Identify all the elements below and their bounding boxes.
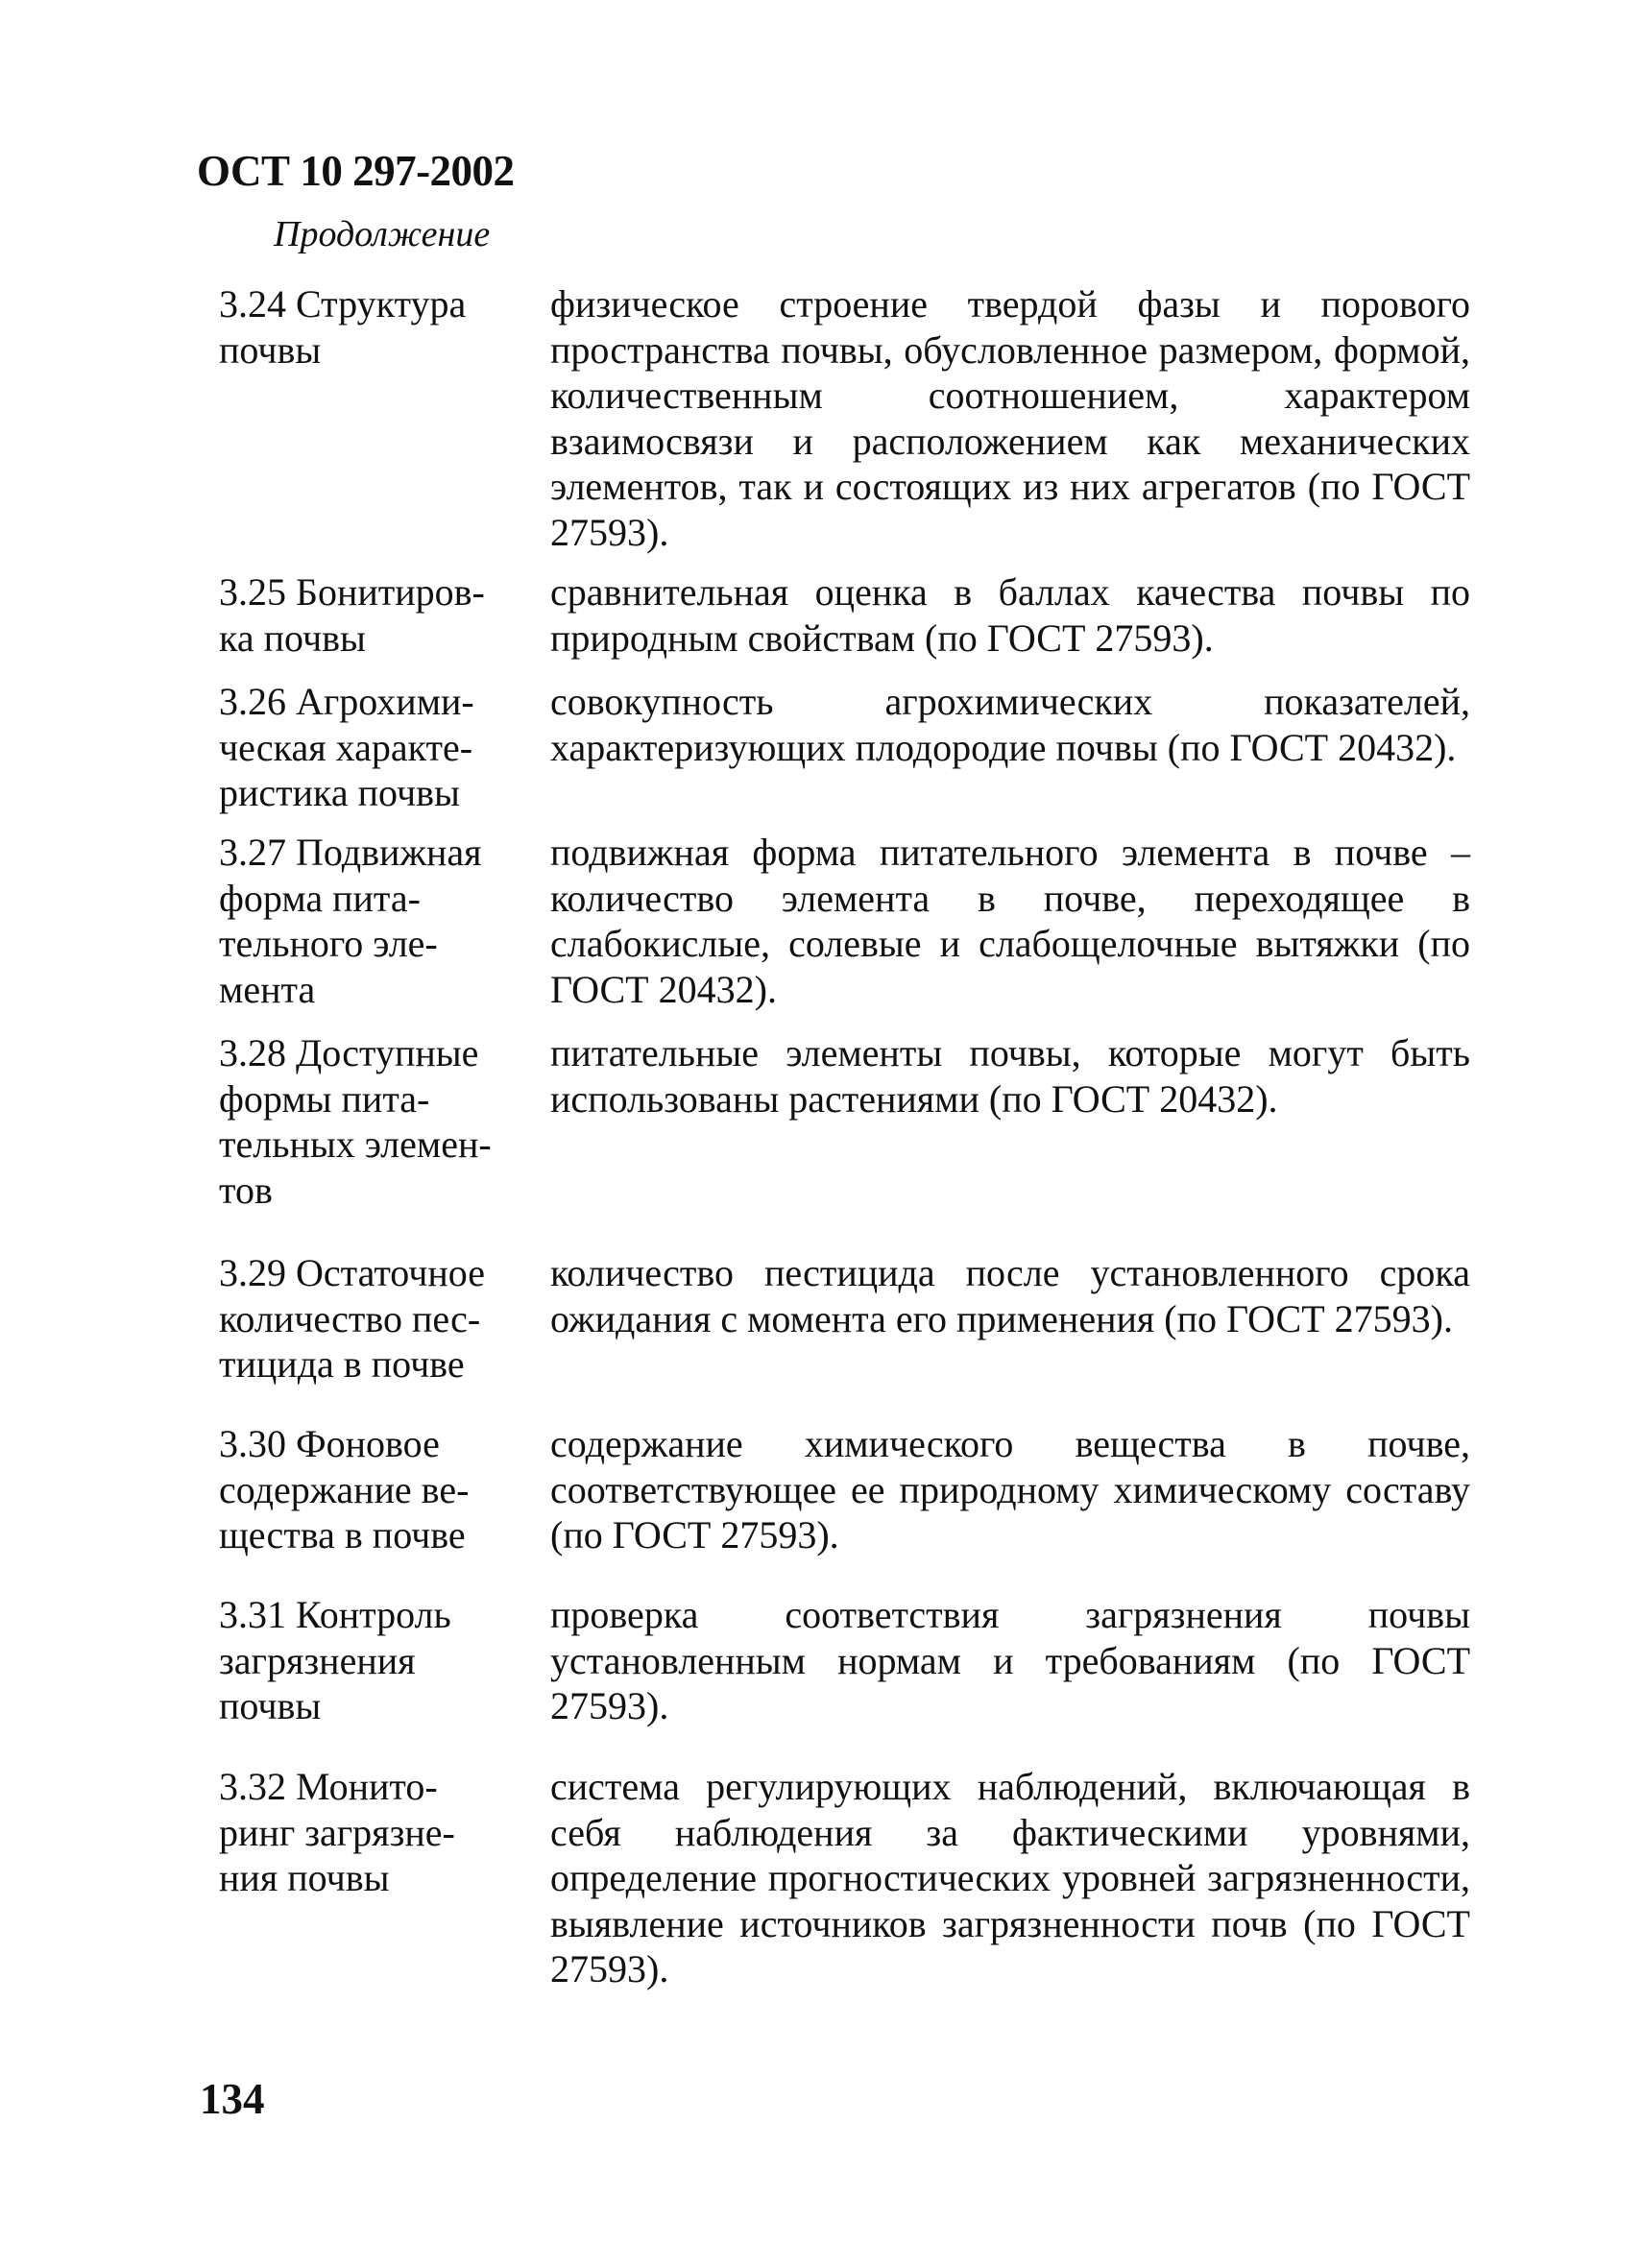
term-definition: количество пестицида после установленного срока ожидания с момента его применения (по ГОСТ 27593). bbox=[550, 1251, 1470, 1340]
term-definition: содержание химического вещества в почве, соответствующее ее природному химическому составу (по ГОСТ 27593). bbox=[550, 1422, 1470, 1556]
term-name: 3.25 Бонитиров- ка почвы bbox=[219, 570, 485, 660]
term-name: 3.32 Монито- ринг загрязне- ния почвы bbox=[219, 1765, 455, 1899]
continuation-label: Продолжение bbox=[274, 214, 491, 254]
term-definition: сравнительная оценка в баллах качества почвы по природным свойствам (по ГОСТ 27593). bbox=[550, 570, 1470, 660]
term-name: 3.27 Подвижная форма пита- тельного эле- мента bbox=[219, 831, 482, 1011]
term-name: 3.31 Контроль загрязнения почвы bbox=[219, 1593, 451, 1727]
term-name: 3.30 Фоновое содержание ве- щества в почве bbox=[219, 1422, 470, 1556]
document-code: ОСТ 10 297-2002 bbox=[197, 147, 515, 195]
term-name: 3.26 Агрохими- ческая характе- ристика почвы bbox=[219, 680, 474, 814]
page-number: 134 bbox=[200, 2075, 265, 2123]
term-definition: подвижная форма питательного элемента в почве – количество элемента в почве, переходящее в слабокислые, солевые и слабощелочные вытяжки (по ГОСТ 20432). bbox=[550, 831, 1470, 1011]
term-definition: совокупность агрохимических показателей, характеризующих плодородие почвы (по ГОСТ 20432). bbox=[550, 680, 1470, 769]
term-definition: проверка соответствия загрязнения почвы установленным нормам и требованиям (по ГОСТ 27593). bbox=[550, 1593, 1470, 1727]
term-name: 3.24 Структура почвы bbox=[219, 282, 467, 372]
term-definition: питательные элементы почвы, которые могут быть использованы растениями (по ГОСТ 20432). bbox=[550, 1031, 1470, 1121]
term-name: 3.28 Доступные формы пита- тельных элемен- тов bbox=[219, 1031, 492, 1212]
term-definition: система регулирующих наблюдений, включающая в себя наблюдения за фактическими уровнями, определение прогностических уровней загрязненности, выявление источников загрязненности почв (по ГОСТ 27593). bbox=[550, 1765, 1470, 1991]
term-name: 3.29 Остаточное количество пес- тицида в почве bbox=[219, 1251, 486, 1386]
term-definition: физическое строение твердой фазы и порового пространства почвы, обусловленное размером, формой, количественным соотношением, характером взаимосвязи и расположением как механических элементов, так и состоящих из них агрегатов (по ГОСТ 27593). bbox=[550, 282, 1470, 554]
